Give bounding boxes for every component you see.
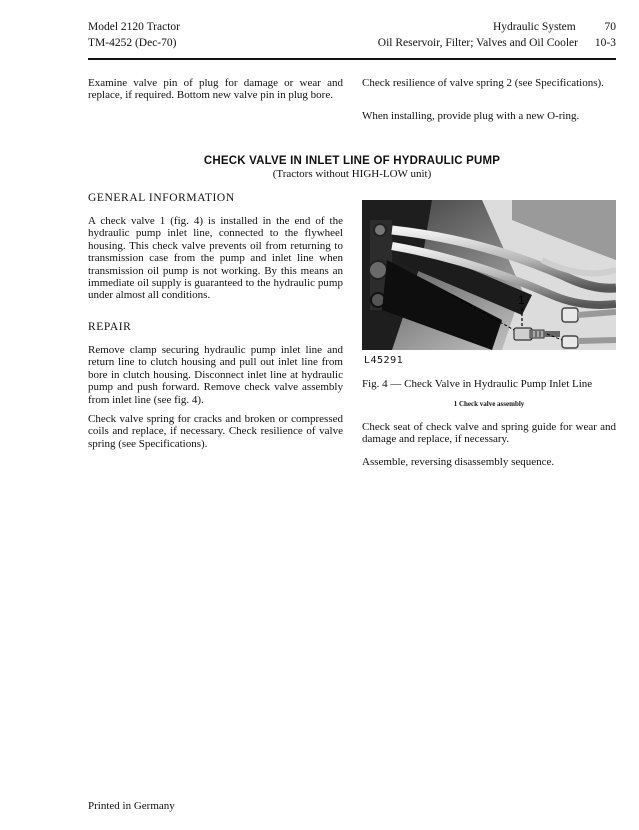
section-name: Hydraulic System — [493, 21, 576, 33]
figure-caption: Fig. 4 — Check Valve in Hydraulic Pump Inlet Line — [362, 378, 593, 390]
tm-number: TM-4252 (Dec-70) — [88, 37, 177, 49]
check-valve-photo — [362, 200, 616, 350]
section-number: 10-3 — [594, 37, 616, 49]
repair-paragraph-2: Check valve spring for cracks and broken or compressed coils and replace, if necessary. Check resilience of valve spring (see Specifications). — [88, 413, 343, 450]
model-title: Model 2120 Tractor — [88, 21, 180, 33]
resilience-paragraph: Check resilience of valve spring 2 (see Specifications). — [362, 77, 604, 89]
o-ring-paragraph: When installing, provide plug with a new O-ring. — [362, 110, 580, 122]
figure-legend: 1 Check valve assembly — [453, 400, 525, 408]
general-information-heading: GENERAL INFORMATION — [88, 192, 235, 204]
general-information-paragraph: A check valve 1 (fig. 4) is installed in the end of the hydraulic pump inlet line, connected to the flywheel housing. This check valve prevents oil from returning to transmission case from the pump and inlet line when transmission oil pump is not working. By this means an immediate oil supply is guaranteed to the hydraulic pump under almost all conditions. — [88, 215, 343, 302]
repair-paragraph-1: Remove clamp securing hydraulic pump inlet line and return line to clutch housing and pull out inlet line from bore in clutch housing. Disconnect inlet line at hydraulic pump and push forward. Remove check valve assembly from inlet line (see fig. 4). — [88, 344, 343, 406]
section-subtitle: (Tractors without HIGH-LOW unit) — [272, 168, 432, 180]
valve-pin-paragraph: Examine valve pin of plug for damage or wear and replace, if required. Bottom new valve pin in plug bore. — [88, 77, 343, 102]
page-number: 70 — [604, 21, 616, 33]
photo-code: L45291 — [364, 355, 404, 366]
callout-number: 1 — [518, 293, 525, 307]
assemble-paragraph: Assemble, reversing disassembly sequence. — [362, 456, 555, 468]
check-seat-paragraph: Check seat of check valve and spring guide for wear and damage and replace, if necessary. — [362, 421, 616, 446]
repair-heading: REPAIR — [88, 321, 132, 333]
section-title: CHECK VALVE IN INLET LINE OF HYDRAULIC PUMP — [203, 155, 501, 167]
header-rule — [88, 58, 616, 60]
subsection-name: Oil Reservoir, Filter; Valves and Oil Cooler — [377, 37, 578, 49]
printed-in-footer: Printed in Germany — [88, 800, 175, 812]
